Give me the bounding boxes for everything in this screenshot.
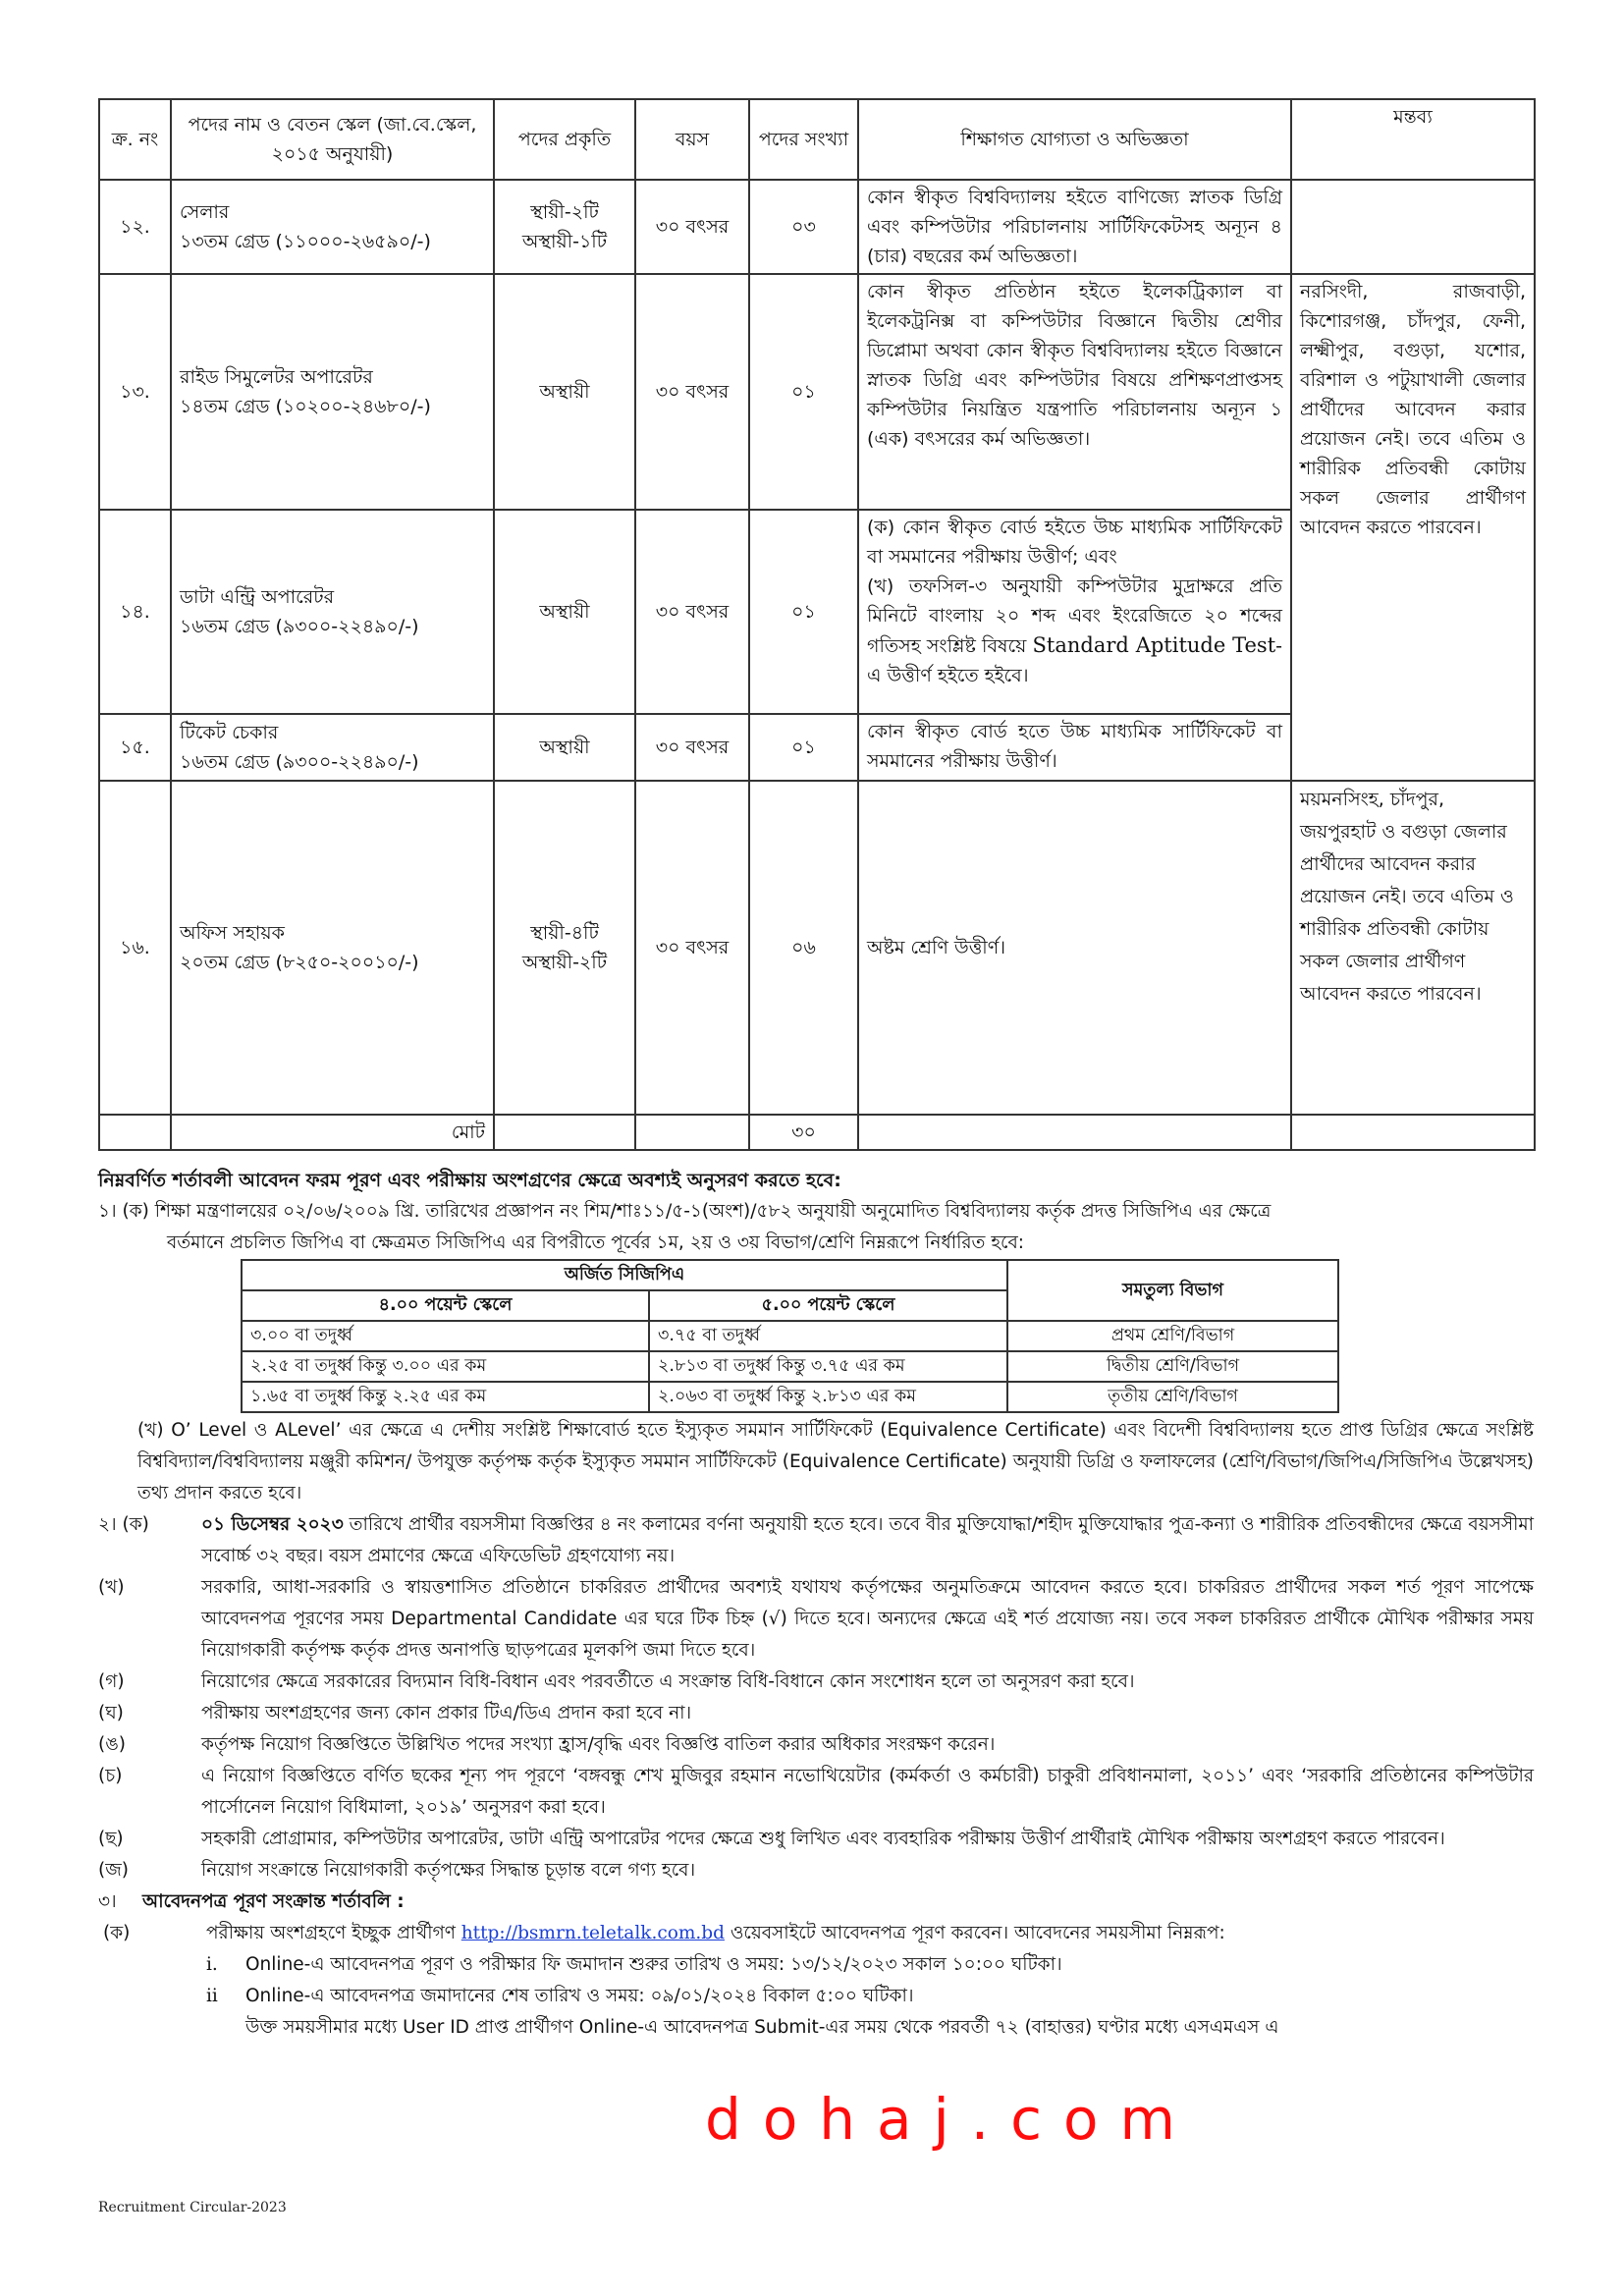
total-empty-cell (99, 1115, 171, 1150)
row-qualification: কোন স্বীকৃত বিশ্ববিদ্যালয় হইতে বাণিজ্যে স্নাতক ডিগ্রি এবং কম্পিউটার পরিচালনায় সার্টিফিকেটসহ অন্যূন ৪ (চার) বছরের কর্ম অভিজ্ঞতা। (858, 180, 1291, 274)
row-remarks-empty (1291, 180, 1535, 274)
row-nature: অস্থায়ী (494, 714, 635, 781)
condition-1a-line1: ১। (ক) শিক্ষা মন্ত্রণালয়ের ০২/০৬/২০০৯ খ্রি. তারিখের প্রজ্ঞাপন নং শিম/শাঃ১১/৫-১(অংশ)/৫৮২ অনুযায়ী অনুমোদিত বিশ্ববিদ্যালয় কর্তৃক প্রদত্ত সিজিপিএ এর ক্ষেত্রে (98, 1201, 1272, 1222)
condition-label: (ঘ) (98, 1703, 124, 1723)
row-post-name (171, 781, 494, 1115)
row-count: ০১ (749, 510, 858, 714)
row-age: ৩০ বৎসর (635, 714, 749, 781)
row-age: ৩০ বৎসর (635, 274, 749, 510)
row-post-name (171, 274, 494, 510)
condition-item (98, 1761, 1534, 1824)
row-count: ০৬ (749, 781, 858, 1115)
gpa-division: দ্বিতীয় শ্রেণি/বিভাগ (1007, 1351, 1338, 1382)
gpa-division-header: সমতুল্য বিভাগ (1007, 1260, 1338, 1321)
schedule-item-text: Online-এ আবেদনপত্র পূরণ ও পরীক্ষার ফি জমাদান শুরুর তারিখ ও সময়: ১৩/১২/২০২৩ সকাল ১০:০০ ঘটিকা। (245, 1954, 1062, 1975)
schedule-item-text: Online-এ আবেদনপত্র জমাদানের শেষ তারিখ ও সময়: ০৯/০১/২০২৪ বিকাল ৫:০০ ঘটিকা। (245, 1986, 914, 2006)
condition-2a (98, 1509, 1534, 1572)
condition-text: সরকারি, আধা-সরকারি ও স্বায়ত্তশাসিত প্রতিষ্ঠানে চাকরিরত প্রার্থীদের অবশ্যই যথাযথ কর্তৃপক্ষের অনুমতিক্রমে আবেদন করতে হবে। চাকরিরত প্রার্থীদের সকল শর্ত পূরণ সাপেক্ষে আবেদনপত্র পূরণের সময় Departmental Candidate এর ঘরে টিক চিহ্ন (√) দিতে হবে। অন্যদের ক্ষেত্রে এই শর্ত প্রযোজ্য নয়। তবে সকল চাকরিরত প্রার্থীকে মৌখিক পরীক্ষার সময় নিয়োগকারী কর্তৃপক্ষ কর্তৃক প্রদত্ত অনাপত্তি ছাড়পত্রের মূলকপি জমা দিতে হবে। (201, 1577, 1534, 1661)
gpa-scale4-header: ৪.০০ পয়েন্ট স্কেলে (242, 1290, 649, 1321)
table-row (99, 781, 1535, 1115)
row-count: ০১ (749, 714, 858, 781)
condition-2a-body (201, 1509, 1534, 1572)
row-serial: ১২. (99, 180, 171, 274)
condition-text: কর্তৃপক্ষ নিয়োগ বিজ্ঞপ্তিতে উল্লিখিত পদের সংখ্যা হ্রাস/বৃদ্ধি এবং বিজ্ঞপ্তি বাতিল করার অধিকার সংরক্ষণ করেন। (201, 1734, 996, 1755)
online-schedule-item (206, 1949, 1534, 1981)
row-count: ০৩ (749, 180, 858, 274)
condition-text: সহকারী প্রোগ্রামার, কম্পিউটার অপারেটর, ডাটা এন্ট্রি অপারেটর পদের ক্ষেত্রে শুধু লিখিত এবং ব্যবহারিক পরীক্ষায় উত্তীর্ণ প্রার্থীরাই মৌখিক পরীক্ষায় অংশগ্রহণ করতে পারবেন। (201, 1829, 1445, 1849)
condition-3a-body (206, 1918, 1534, 1949)
row-post-name (171, 510, 494, 714)
condition-label: (ছ) (98, 1829, 124, 1849)
total-empty-cell (1291, 1115, 1535, 1150)
condition-item (98, 1698, 1534, 1729)
post-grade: ১৬তম গ্রেড (৯৩০০-২২৪৯০/-) (180, 751, 419, 773)
condition-3a (98, 1918, 1534, 1949)
row-age: ৩০ বৎসর (635, 180, 749, 274)
condition-item (98, 1729, 1534, 1761)
condition-label: (খ) (98, 1577, 125, 1598)
row-serial: ১৪. (99, 510, 171, 714)
gpa-division: প্রথম শ্রেণি/বিভাগ (1007, 1321, 1338, 1351)
condition-3-heading-row (98, 1886, 1534, 1918)
gpa-scale5: ২.০৬৩ বা তদুর্ধ্ব কিন্তু ২.৮১৩ এর কম (649, 1382, 1007, 1412)
header-remarks: মন্তব্য (1291, 99, 1535, 180)
row-qualification (858, 510, 1291, 714)
row-remarks: ময়মনসিংহ, চাঁদপুর, জয়পুরহাট ও বগুড়া জেলার প্রার্থীদের আবেদন করার প্রয়োজন নেই। তবে এতিম ও শারীরিক প্রতিবন্ধী কোটায় সকল জেলার প্রার্থীগণ আবেদন করতে পারবেন। (1291, 781, 1535, 1115)
condition-text: নিয়োগের ক্ষেত্রে সরকারের বিদ্যমান বিধি-বিধান এবং পরবর্তীতে এ সংক্রান্ত বিধি-বিধানে কোন সংশোধন হলে তা অনুসরণ করা হবে। (201, 1671, 1135, 1692)
gpa-scale5-header: ৫.০০ পয়েন্ট স্কেলে (649, 1290, 1007, 1321)
gpa-scale4: ২.২৫ বা তদুর্ধ্ব কিন্তু ৩.০০ এর কম (242, 1351, 649, 1382)
qualification-b-test-name: Standard Aptitude Test (1032, 633, 1276, 657)
header-age: বয়স (635, 99, 749, 180)
total-empty-cell (858, 1115, 1291, 1150)
condition-text: এ নিয়োগ বিজ্ঞপ্তিতে বর্ণিত ছকের শূন্য পদ পূরণে ‘বঙ্গবন্ধু শেখ মুজিবুর রহমান নভোথিয়েটার (কর্মকর্তা ও কর্মচারী) চাকুরী প্রবিধানমালা, ২০১১’ এবং ‘সরকারি প্রতিষ্ঠানের কম্পিউটার পার্সোনেল নিয়োগ বিধিমালা, ২০১৯’ অনুসরণ করা হবে। (201, 1766, 1534, 1818)
gpa-scale4: ১.৬৫ বা তদুর্ধ্ব কিন্তু ২.২৫ এর কম (242, 1382, 649, 1412)
condition-item (98, 1667, 1534, 1698)
row-qualification: কোন স্বীকৃত বোর্ড হতে উচ্চ মাধ্যমিক সার্টিফিকেট বা সমমানের পরীক্ষায় উত্তীর্ণ। (858, 714, 1291, 781)
gpa-scale4: ৩.০০ বা তদুর্ধ্ব (242, 1321, 649, 1351)
table-row (242, 1382, 1338, 1412)
post-title: টিকেট চেকার (180, 722, 279, 743)
row-post-name (171, 180, 494, 274)
online-schedule (98, 1949, 1534, 2044)
condition-item (98, 1824, 1534, 1855)
row-nature: স্থায়ী-২টি অস্থায়ী-১টি (494, 180, 635, 274)
gpa-group-header: অর্জিত সিজিপিএ (242, 1260, 1007, 1290)
condition-label: (জ) (98, 1860, 129, 1881)
row-serial: ১৬. (99, 781, 171, 1115)
row-remarks-district-restriction: নরসিংদী, রাজবাড়ী, কিশোরগঞ্জ, চাঁদপুর, ফেনী, লক্ষ্মীপুর, বগুড়া, যশোর, বরিশাল ও পটুয়াখালী জেলার প্রার্থীদের আবেদন করার প্রয়োজন নেই। তবে এতিম ও শারীরিক প্রতিবন্ধী কোটায় সকল জেলার প্রার্থীগণ আবেদন করতে পারবেন। (1291, 274, 1535, 781)
online-schedule-note (206, 2012, 1534, 2044)
row-qualification: কোন স্বীকৃত প্রতিষ্ঠান হইতে ইলেকট্রিক্যাল বা ইলেকট্রনিক্স বা কম্পিউটার বিজ্ঞানে দ্বিতীয় শ্রেণীর ডিপ্লোমা অথবা কোন স্বীকৃত বিশ্ববিদ্যালয় হইতে বিজ্ঞানে স্নাতক ডিগ্রি এবং কম্পিউটার বিষয়ে প্রশিক্ষণপ্রাপ্তসহ কম্পিউটার নিয়ন্ত্রিত যন্ত্রপাতি পরিচালনায় অন্যূন ১ (এক) বৎসরের কর্ম অভিজ্ঞতা। (858, 274, 1291, 510)
condition-2a-text: তারিখে প্রার্থীর বয়সসীমা বিজ্ঞপ্তির ৪ নং কলামের বর্ণনা অনুযায়ী হতে হবে। তবে বীর মুক্তিযোদ্ধা/শহীদ মুক্তিযোদ্ধার পুত্র-কন্যা ও শারীরিক প্রতিবন্ধীদের ক্ষেত্রে বয়সসীমা সবোর্চ্চ ৩২ বছর। বয়স প্রমাণের ক্ষেত্রে এফিডেভিট গ্রহণযোগ্য নয়। (201, 1514, 1534, 1566)
total-count: ৩০ (749, 1115, 858, 1150)
post-title: রাইড সিমুলেটর অপারেটর (180, 366, 373, 388)
qualification-b-end: -এ উত্তীর্ণ হইতে হইবে। (867, 635, 1282, 686)
post-title: অফিস সহায়ক (180, 922, 285, 944)
row-count: ০১ (749, 274, 858, 510)
schedule-item-number: i. (206, 1954, 218, 1975)
post-grade: ১৬তম গ্রেড (৯৩০০-২২৪৯০/-) (180, 616, 419, 637)
gpa-division: তৃতীয় শ্রেণি/বিভাগ (1007, 1382, 1338, 1412)
post-grade: ১৪তম গ্রেড (১০২০০-২৪৬৮০/-) (180, 396, 431, 417)
post-grade: ২০তম গ্রেড (৮২৫০-২০০১০/-) (180, 952, 419, 973)
row-nature: স্থায়ী-৪টি অস্থায়ী-২টি (494, 781, 635, 1115)
spacer (206, 2012, 245, 2044)
header-name-scale: পদের নাম ও বেতন স্কেল (জা.বে.স্কেল, ২০১৫ অনুযায়ী) (171, 99, 494, 180)
row-nature: অস্থায়ী (494, 510, 635, 714)
circular-page (98, 98, 1534, 2044)
condition-3-heading: আবেদনপত্র পূরণ সংক্রান্ত শর্তাবলি : (142, 1891, 405, 1912)
qualification-a: (ক) কোন স্বীকৃত বোর্ড হইতে উচ্চ মাধ্যমিক সার্টিফিকেট বা সমমানের পরীক্ষায় উত্তীর্ণ; এবং (867, 517, 1282, 568)
row-serial: ১৫. (99, 714, 171, 781)
gpa-header-row (242, 1260, 1338, 1290)
condition-1b: (খ) O’ Level ও ALevel’ এর ক্ষেত্রে এ দেশীয় সংশ্লিষ্ট শিক্ষাবোর্ড হতে ইস্যুকৃত সমমান সার্টিফিকেট (Equivalence Certificate) এবং বিদেশী বিশ্ববিদ্যালয় হতে প্রাপ্ত ডিগ্রির ক্ষেত্রে সংশ্লিষ্ট বিশ্ববিদ্যাল/বিশ্ববিদ্যালয় মঞ্জুরী কমিশন/ উপযুক্ত কর্তৃপক্ষ কর্তৃক ইস্যুকৃত সমমান সার্টিফিকেট (Equivalence Certificate) অনুযায়ী ডিগ্রি ও ফলাফলের (শ্রেণি/বিভাগ/জিপিএ/সিজিপিএ উল্লেখসহ) তথ্য প্রদান করতে হবে। (137, 1420, 1534, 1503)
table-row (242, 1321, 1338, 1351)
row-nature: অস্থায়ী (494, 274, 635, 510)
table-row (99, 180, 1535, 274)
posts-table (98, 98, 1536, 1151)
header-qualification: শিক্ষাগত যোগ্যতা ও অভিজ্ঞতা (858, 99, 1291, 180)
condition-3a-label: (ক) (103, 1923, 131, 1943)
condition-3-label: ৩। (98, 1891, 117, 1912)
condition-3a-text-end: ওয়েবসাইটে আবেদনপত্র পূরণ করবেন। আবেদনের সময়সীমা নিম্নরূপ: (724, 1923, 1225, 1943)
row-age: ৩০ বৎসর (635, 781, 749, 1115)
condition-label: (গ) (98, 1671, 125, 1692)
application-website-link[interactable]: http://bsmrn.teletalk.com.bd (460, 1923, 725, 1943)
post-grade: ১৩তম গ্রেড (১১০০০-২৬৫৯০/-) (180, 231, 431, 252)
condition-1a-line2: বর্তমানে প্রচলিত জিপিএ বা ক্ষেত্রমত সিজিপিএ এর বিপরীতে পূর্বের ১ম, ২য় ও ৩য় বিভাগ/শ্রেণি নিম্নরূপে নির্ধারিত হবে: (167, 1232, 1025, 1253)
row-age: ৩০ বৎসর (635, 510, 749, 714)
post-title: সেলার (180, 201, 230, 223)
online-schedule-item (206, 1981, 1534, 2012)
gpa-scale5: ৩.৭৫ বা তদুর্ধ্ব (649, 1321, 1007, 1351)
conditions-heading: নিম্নবর্ণিত শর্তাবলী আবেদন ফরম পূরণ এবং পরীক্ষায় অংশগ্রণের ক্ষেত্রে অবশ্যই অনুসরণ করতে হবে: (98, 1170, 841, 1191)
condition-2a-label: ২। (ক) (98, 1514, 149, 1535)
total-label: মোট (171, 1115, 494, 1150)
watermark: dohaj.com (705, 2086, 1198, 2153)
table-row (99, 274, 1535, 510)
schedule-note-text: উক্ত সময়সীমার মধ্যে User ID প্রাপ্ত প্রার্থীগণ Online-এ আবেদনপত্র Submit-এর সময় থেকে পরবর্তী ৭২ (বাহাত্তর) ঘণ্টার মধ্যে এসএমএস এ (245, 2017, 1279, 2038)
row-post-name (171, 714, 494, 781)
condition-label: (ঙ) (98, 1734, 127, 1755)
condition-item (98, 1572, 1534, 1667)
age-cutoff-date: ০১ ডিসেম্বর ২০২৩ (201, 1514, 344, 1535)
total-empty-cell (635, 1115, 749, 1150)
condition-3a-text: পরীক্ষায় অংশগ্রহণে ইচ্ছুক প্রার্থীগণ (206, 1923, 461, 1943)
condition-text: নিয়োগ সংক্রান্তে নিয়োগকারী কর্তৃপক্ষের সিদ্ধান্ত চূড়ান্ত বলে গণ্য হবে। (201, 1860, 696, 1881)
total-row (99, 1115, 1535, 1150)
post-title: ডাটা এন্ট্রি অপারেটর (180, 586, 335, 608)
row-serial: ১৩. (99, 274, 171, 510)
condition-label: (চ) (98, 1766, 123, 1786)
page-footer: Recruitment Circular-2023 (98, 2200, 287, 2215)
row-qualification: অষ্টম শ্রেণি উত্তীর্ণ। (858, 781, 1291, 1115)
gpa-equivalence-table (241, 1259, 1339, 1413)
gpa-scale5: ২.৮১৩ বা তদুর্ধ্ব কিন্তু ৩.৭৫ এর কম (649, 1351, 1007, 1382)
condition-text: পরীক্ষায় অংশগ্রহণের জন্য কোন প্রকার টিএ/ডিএ প্রদান করা হবে না। (201, 1703, 692, 1723)
posts-table-header (99, 99, 1535, 180)
total-empty-cell (494, 1115, 635, 1150)
header-nature: পদের প্রকৃতি (494, 99, 635, 180)
table-row (242, 1351, 1338, 1382)
qualification-b: (খ) তফসিল-৩ অনুযায়ী কম্পিউটার মুদ্রাক্ষরে প্রতি মিনিটে বাংলায় ২০ শব্দ এবং ইংরেজিতে ২০ শব্দের গতিসহ সংশ্লিষ্ট বিষয়ে (867, 575, 1282, 657)
header-count: পদের সংখ্যা (749, 99, 858, 180)
condition-item (98, 1855, 1534, 1886)
header-serial: ক্র. নং (99, 99, 171, 180)
schedule-item-number: ii (206, 1986, 218, 2006)
